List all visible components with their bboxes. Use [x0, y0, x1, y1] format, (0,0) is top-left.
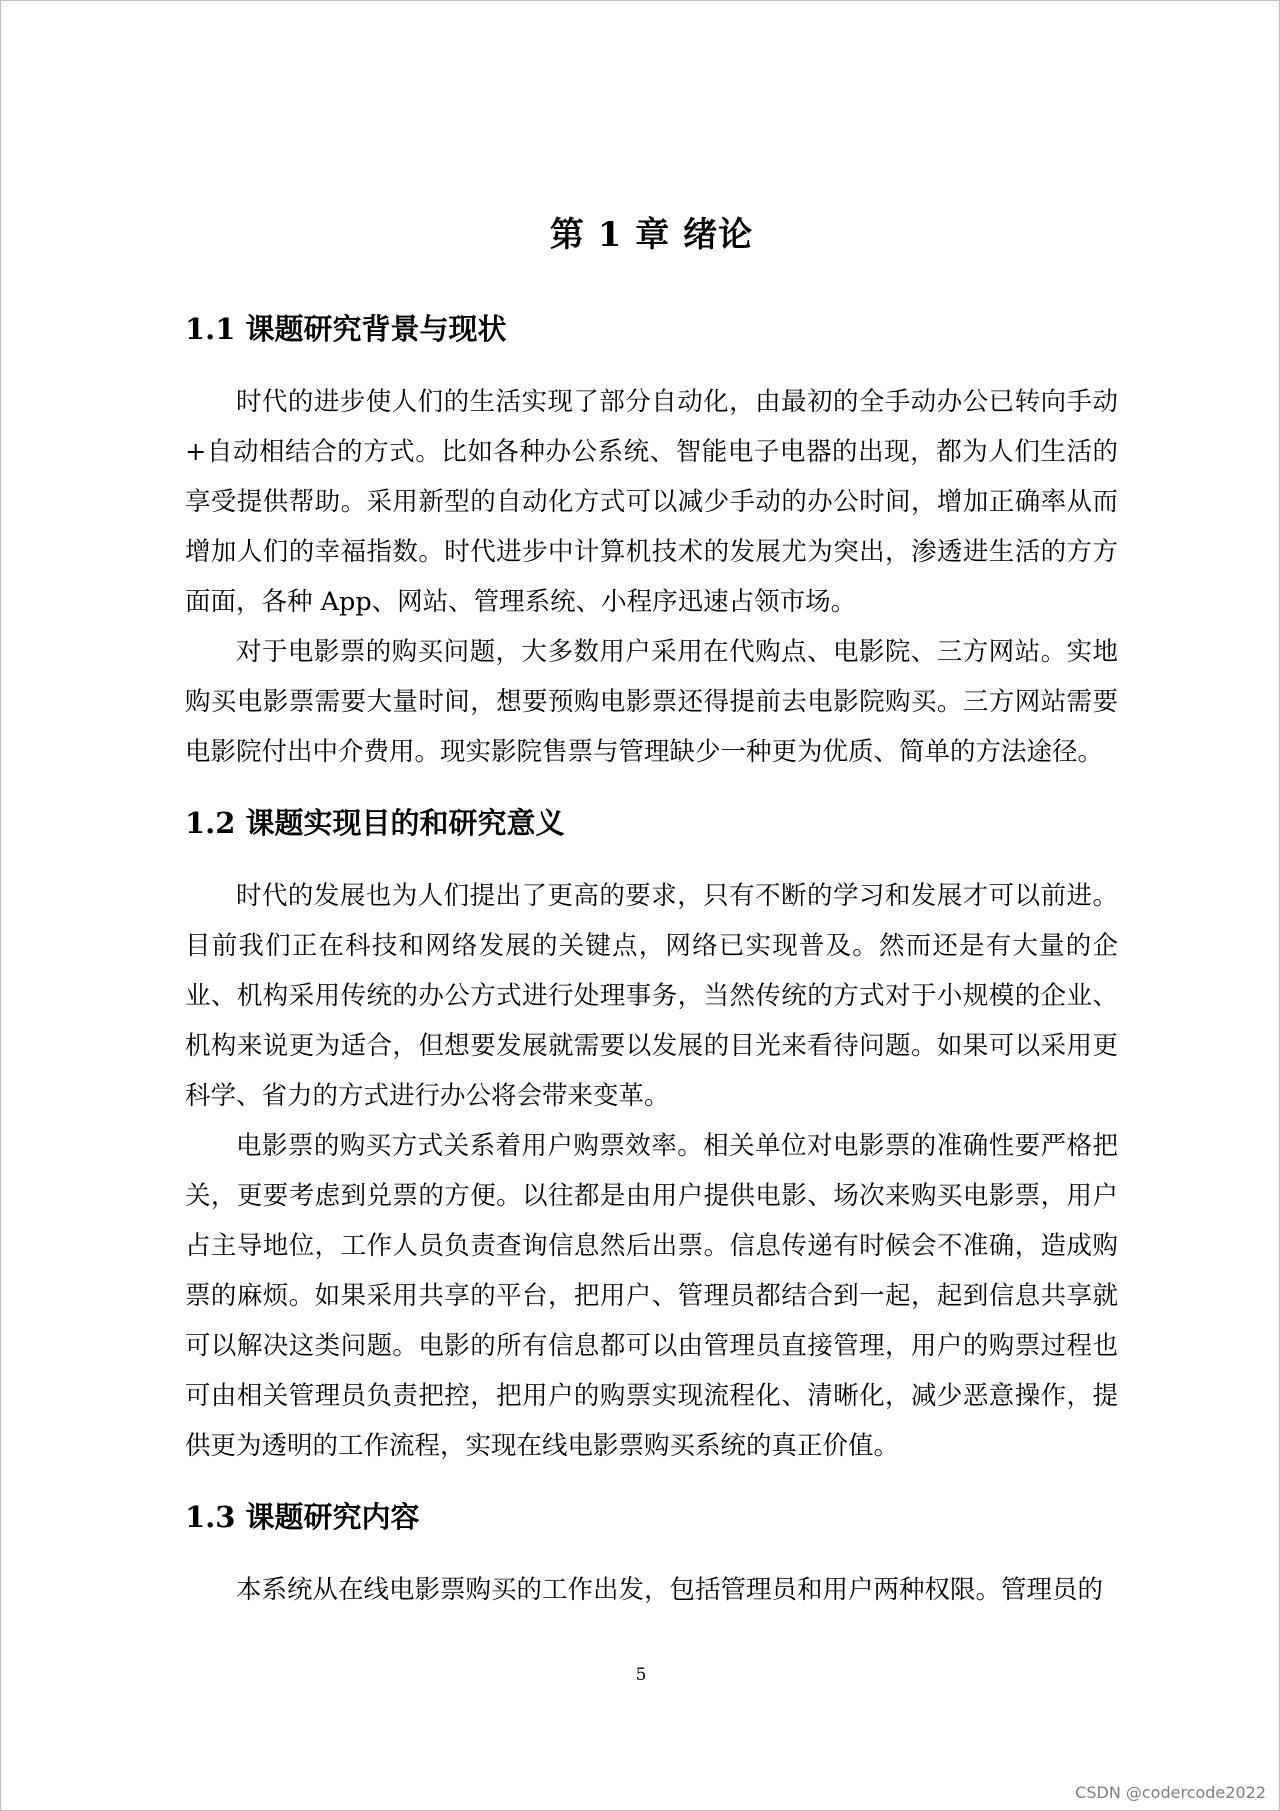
paragraph: 对于电影票的购买问题，大多数用户采用在代购点、电影院、三方网站。实地购买电影票需要大量时间，想要预购电影票还得提前去电影院购买。三方网站需要电影院付出中介费用。现实影院售票与管理缺少一种更为优质、简单的方法途径。: [185, 637, 1118, 767]
section-1-1: [185, 307, 1118, 777]
section-1-3: [185, 1495, 1118, 1615]
section-1-2: [185, 801, 1118, 1471]
page-content: [185, 207, 1118, 1615]
section-heading-1-1: 1.1 课题研究背景与现状: [185, 312, 507, 346]
paragraph: 时代的进步使人们的生活实现了部分自动化，由最初的全手动办公已转向手动+自动相结合的方式。比如各种办公系统、智能电子电器的出现，都为人们生活的享受提供帮助。采用新型的自动化方式可以减少手动的办公时间，增加正确率从而增加人们的幸福指数。时代进步中计算机技术的发展尤为突出，渗透进生活的方方面面，各种 App、网站、管理系统、小程序迅速占领市场。: [185, 387, 1118, 617]
page-number: 5: [635, 1665, 647, 1685]
section-heading-1-2: 1.2 课题实现目的和研究意义: [185, 806, 565, 840]
watermark: CSDN @codercode2022: [1075, 1783, 1266, 1802]
section-heading-1-3: 1.3 课题研究内容: [185, 1500, 420, 1534]
paragraph: 电影票的购买方式关系着用户购票效率。相关单位对电影票的准确性要严格把关，更要考虑到兑票的方便。以往都是由用户提供电影、场次来购买电影票，用户占主导地位，工作人员负责查询信息然后出票。信息传递有时候会不准确，造成购票的麻烦。如果采用共享的平台，把用户、管理员都结合到一起，起到信息共享就可以解决这类问题。电影的所有信息都可以由管理员直接管理，用户的购票过程也可由相关管理员负责把控，把用户的购票实现流程化、清晰化，减少恶意操作，提供更为透明的工作流程，实现在线电影票购买系统的真正价值。: [185, 1131, 1118, 1461]
chapter-title: 第 1 章 绪论: [549, 215, 754, 255]
paragraph: 时代的发展也为人们提出了更高的要求，只有不断的学习和发展才可以前进。目前我们正在科技和网络发展的关键点，网络已实现普及。然而还是有大量的企业、机构采用传统的办公方式进行处理事务，当然传统的方式对于小规模的企业、机构来说更为适合，但想要发展就需要以发展的目光来看待问题。如果可以采用更科学、省力的方式进行办公将会带来变革。: [185, 881, 1118, 1111]
paragraph: 本系统从在线电影票购买的工作出发，包括管理员和用户两种权限。管理员的: [236, 1575, 1104, 1605]
